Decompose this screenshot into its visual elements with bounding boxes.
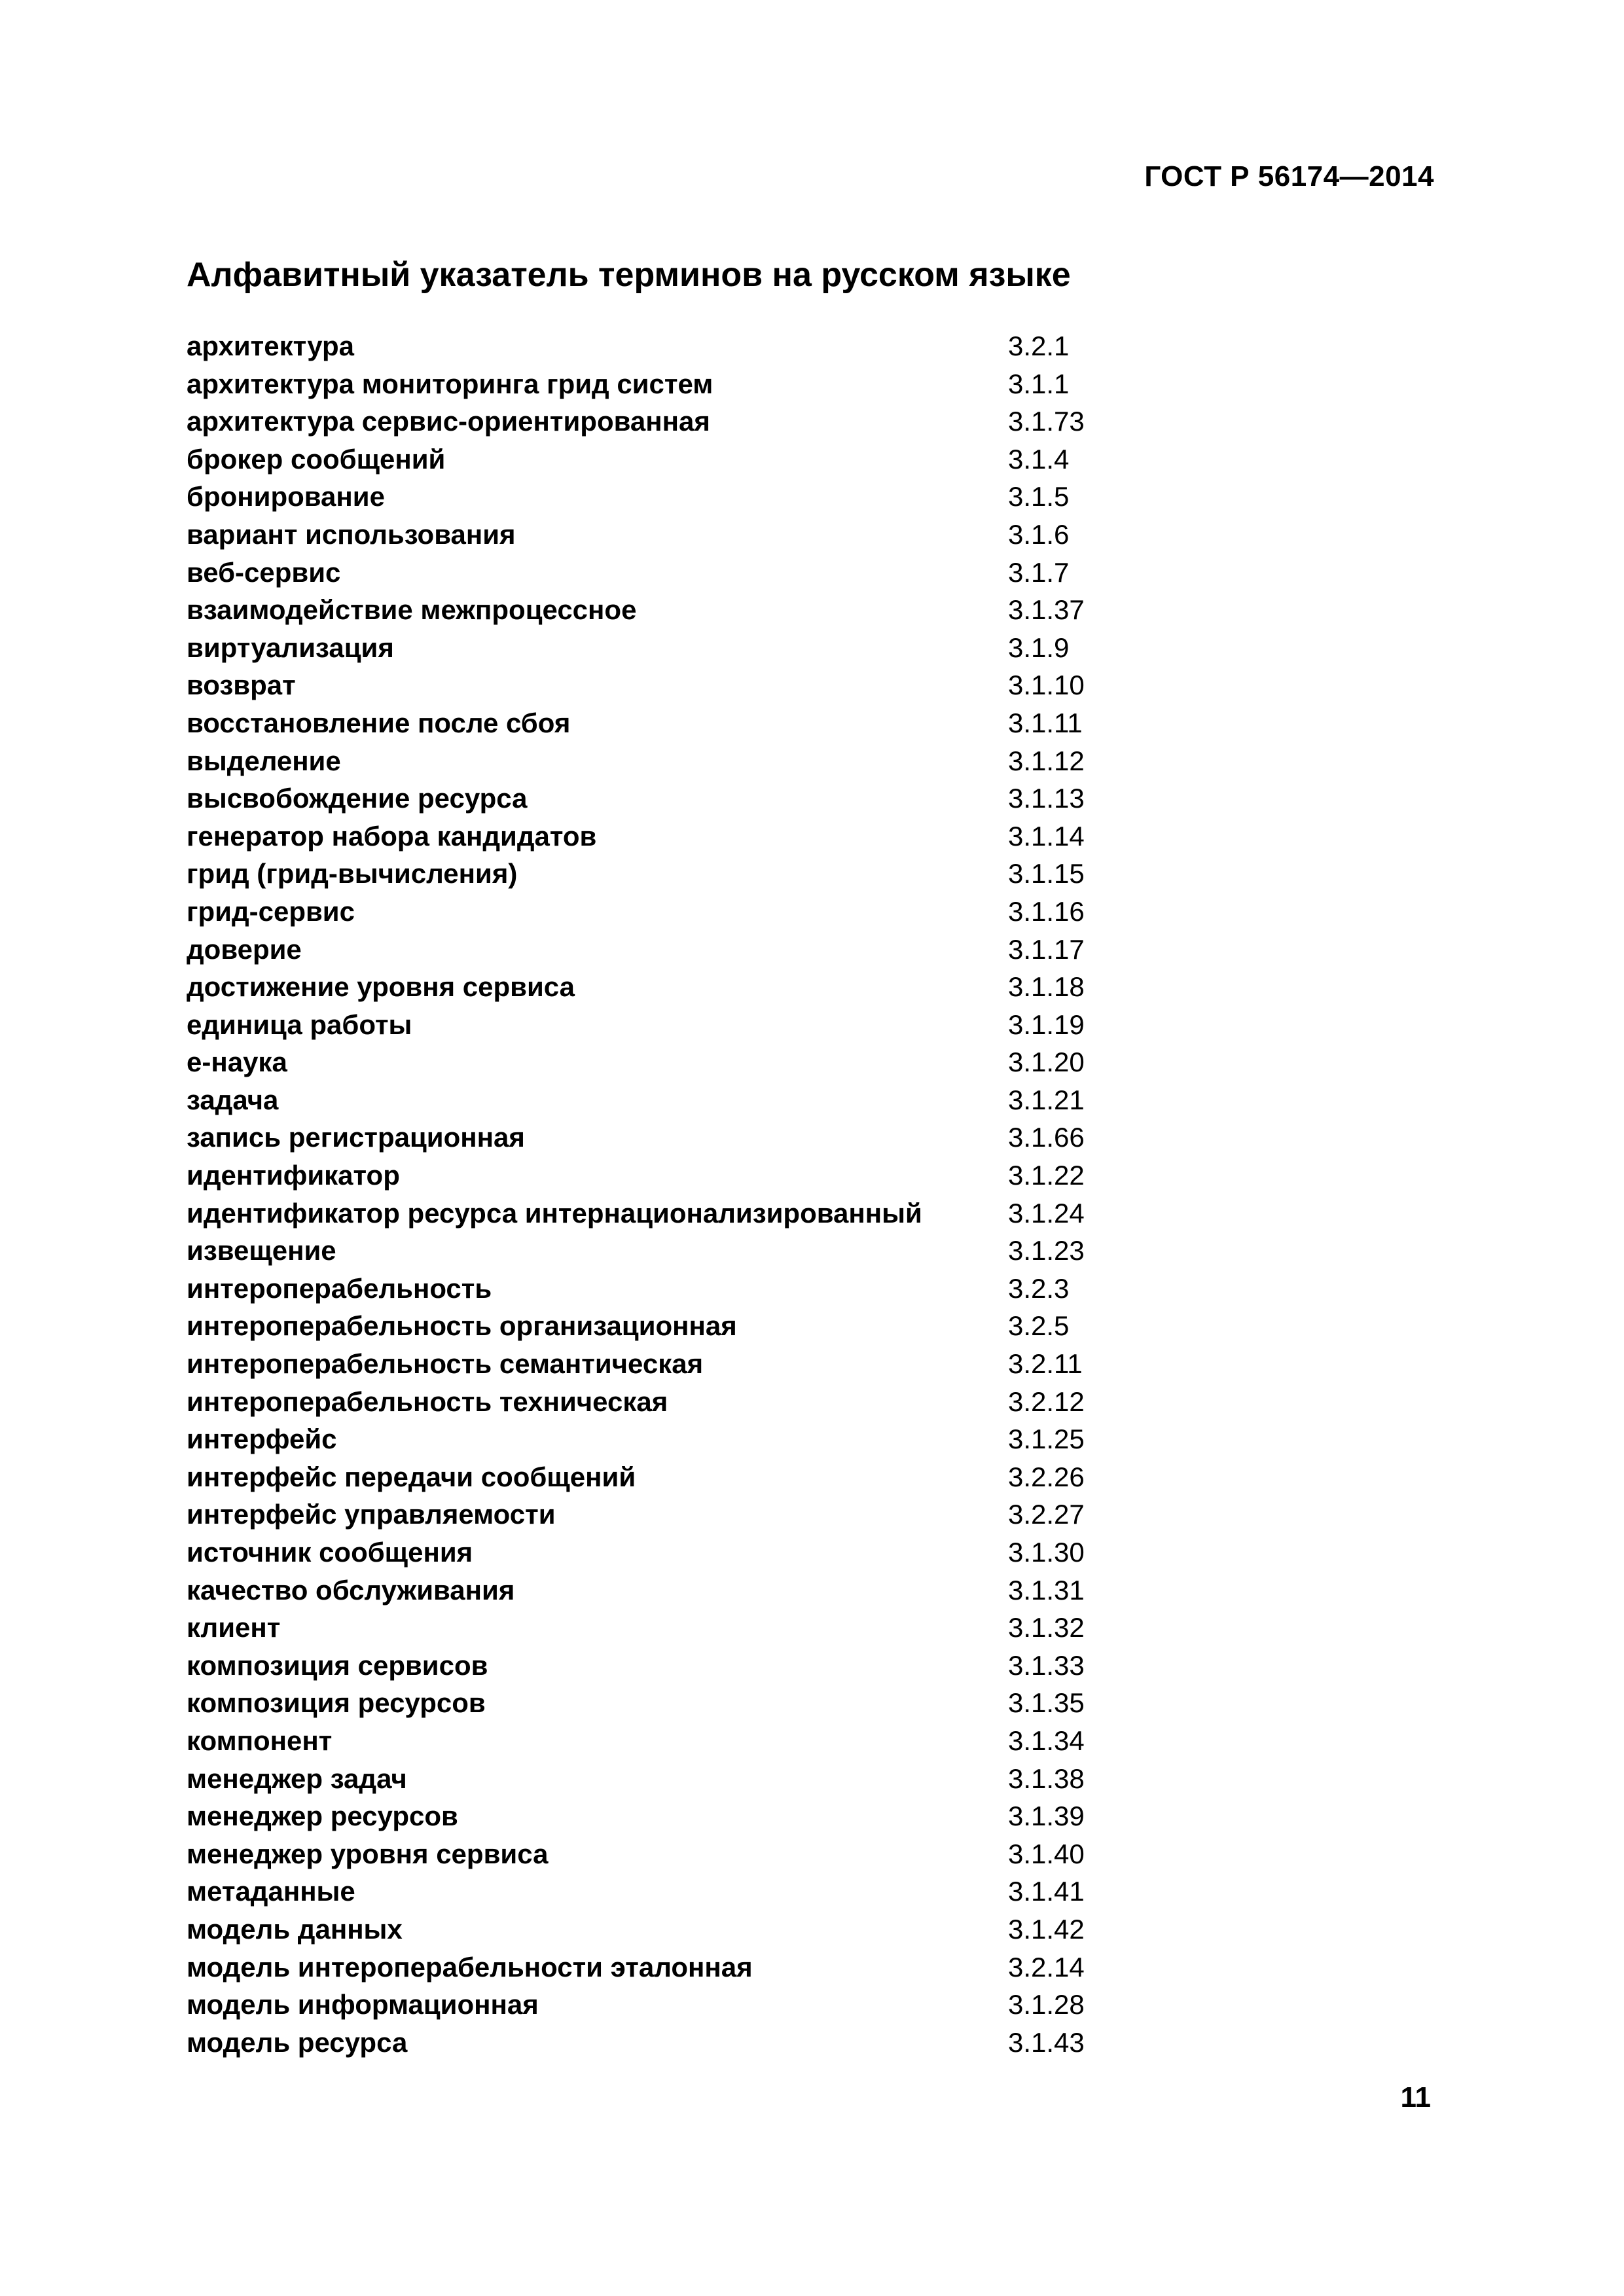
index-entry: [187, 1948, 1168, 1986]
index-entry: [187, 1119, 1168, 1157]
index-entry: [187, 742, 1168, 780]
index-term: композиция сервисов: [187, 1649, 488, 1681]
index-reference: 3.1.66: [1008, 1122, 1085, 1153]
index-entry: [187, 1609, 1168, 1647]
index-reference: 3.1.14: [1008, 820, 1085, 852]
index-entry: [187, 1684, 1168, 1722]
index-reference: 3.1.10: [1008, 670, 1085, 701]
index-term: интерфейс передачи сообщений: [187, 1461, 636, 1492]
index-reference: 3.1.7: [1008, 556, 1070, 588]
index-entry: [187, 1081, 1168, 1119]
index-reference: 3.1.73: [1008, 406, 1085, 437]
index-term: грид (грид-вычисления): [187, 858, 518, 889]
index-term: вариант использования: [187, 518, 516, 550]
index-term: интероперабельность организационная: [187, 1310, 737, 1342]
index-term: генератор набора кандидатов: [187, 820, 597, 852]
index-term: модель информационная: [187, 1989, 539, 2020]
index-entry: [187, 1496, 1168, 1534]
index-entry: [187, 893, 1168, 931]
index-reference: 3.1.1: [1008, 368, 1070, 399]
index-entry: [187, 1006, 1168, 1044]
index-term: веб-сервис: [187, 556, 341, 588]
index-reference: 3.1.19: [1008, 1009, 1085, 1040]
index-term: компонент: [187, 1725, 333, 1756]
index-entry: [187, 629, 1168, 667]
index-term: е-наука: [187, 1047, 287, 1078]
index-reference: 3.2.3: [1008, 1272, 1070, 1304]
index-term: интерфейс: [187, 1424, 337, 1455]
index-term: архитектура сервис-ориентированная: [187, 406, 710, 437]
index-term: восстановление после сбоя: [187, 707, 571, 738]
index-term: интероперабельность техническая: [187, 1386, 668, 1417]
index-term: выделение: [187, 745, 341, 776]
index-entry: [187, 1157, 1168, 1194]
index-reference: 3.1.23: [1008, 1235, 1085, 1266]
index-term: брокер сообщений: [187, 443, 446, 475]
index-term: единица работы: [187, 1009, 412, 1040]
index-entry: [187, 554, 1168, 592]
index-term: менеджер задач: [187, 1763, 407, 1794]
index-entry: [187, 817, 1168, 855]
index-entry: [187, 327, 1168, 365]
index-reference: 3.1.41: [1008, 1876, 1085, 1907]
index-entry: [187, 1458, 1168, 1496]
index-term: модель ресурса: [187, 2026, 408, 2058]
index-reference: 3.1.30: [1008, 1537, 1085, 1568]
index-reference: 3.1.17: [1008, 933, 1085, 965]
index-entry: [187, 1043, 1168, 1081]
index-term: менеджер уровня сервиса: [187, 1838, 549, 1869]
index-reference: 3.1.33: [1008, 1649, 1085, 1681]
index-reference: 3.1.35: [1008, 1687, 1085, 1719]
index-reference: 3.1.11: [1008, 707, 1083, 738]
index-entry: [187, 1194, 1168, 1232]
index-reference: 3.2.11: [1008, 1348, 1083, 1380]
index-reference: 3.2.26: [1008, 1461, 1085, 1492]
index-reference: 3.1.20: [1008, 1047, 1085, 1078]
index-reference: 3.2.14: [1008, 1951, 1085, 1982]
index-term: возврат: [187, 670, 296, 701]
index-entry: [187, 780, 1168, 817]
index-reference: 3.1.32: [1008, 1612, 1085, 1643]
index-entry: [187, 1383, 1168, 1421]
index-term: бронирование: [187, 481, 385, 512]
index-term: доверие: [187, 933, 302, 965]
index-term: менеджер ресурсов: [187, 1801, 458, 1832]
index-reference: 3.1.31: [1008, 1574, 1085, 1605]
index-term: запись регистрационная: [187, 1122, 525, 1153]
index-term: высвобождение ресурса: [187, 783, 528, 814]
index-reference: 3.1.21: [1008, 1084, 1085, 1115]
index-entry: [187, 1571, 1168, 1609]
standard-designation: ГОСТ Р 56174—2014: [1144, 160, 1434, 192]
index-entry: [187, 1910, 1168, 1948]
index-term: архитектура: [187, 331, 355, 361]
index-entry: [187, 478, 1168, 516]
index-term: модель интероперабельности эталонная: [187, 1951, 753, 1982]
index-entry: [187, 2024, 1168, 2062]
index-reference: 3.1.4: [1008, 443, 1070, 475]
index-entry: [187, 1986, 1168, 2024]
index-entry: [187, 1270, 1168, 1308]
index-entry: [187, 1873, 1168, 1910]
index-term: взаимодействие межпроцессное: [187, 594, 637, 626]
index-entry: [187, 365, 1168, 403]
index-term: композиция ресурсов: [187, 1687, 486, 1719]
index-term: качество обслуживания: [187, 1574, 515, 1605]
index-entry: [187, 1420, 1168, 1458]
index-entry: [187, 968, 1168, 1006]
index-entry: [187, 1835, 1168, 1873]
index-reference: 3.1.38: [1008, 1763, 1085, 1794]
index-entry: [187, 403, 1168, 440]
index-entry: [187, 1534, 1168, 1571]
index-title: Алфавитный указатель терминов на русском языке: [187, 256, 1071, 294]
index-reference: 3.1.34: [1008, 1725, 1085, 1756]
index-reference: 3.1.42: [1008, 1913, 1085, 1945]
index-reference: 3.1.5: [1008, 481, 1070, 512]
index-reference: 3.1.15: [1008, 858, 1085, 889]
index-term: интерфейс управляемости: [187, 1499, 556, 1530]
index-reference: 3.1.24: [1008, 1197, 1085, 1229]
index-reference: 3.1.12: [1008, 745, 1085, 776]
index-entry: [187, 1647, 1168, 1685]
index-reference: 3.1.40: [1008, 1838, 1085, 1869]
index-entry: [187, 1722, 1168, 1760]
index-reference: 3.2.1: [1008, 331, 1070, 361]
index-reference: 3.1.22: [1008, 1160, 1085, 1191]
index-entry: [187, 704, 1168, 742]
index-term: источник сообщения: [187, 1537, 473, 1568]
index-term: архитектура мониторинга грид систем: [187, 368, 713, 399]
index-entry: [187, 591, 1168, 629]
index-reference: 3.1.28: [1008, 1989, 1085, 2020]
index-term: интероперабельность: [187, 1272, 492, 1304]
index-entry: [187, 1345, 1168, 1383]
index-term: задача: [187, 1084, 279, 1115]
index-entry: [187, 440, 1168, 478]
index-term: идентификатор ресурса интернационализированный: [187, 1197, 922, 1229]
index-term: извещение: [187, 1235, 336, 1266]
index-reference: 3.1.18: [1008, 971, 1085, 1003]
index-entry: [187, 1760, 1168, 1798]
index-entry: [187, 516, 1168, 554]
index-entry: [187, 666, 1168, 704]
index-reference: 3.1.43: [1008, 2026, 1085, 2058]
index-entry: [187, 855, 1168, 893]
index-term: грид-сервис: [187, 895, 355, 927]
index-reference: 3.1.37: [1008, 594, 1085, 626]
index-term: идентификатор: [187, 1160, 400, 1191]
index-reference: 3.1.9: [1008, 632, 1070, 663]
index-term: достижение уровня сервиса: [187, 971, 575, 1003]
index-term: виртуализация: [187, 632, 394, 663]
index-reference: 3.1.6: [1008, 518, 1070, 550]
index-reference: 3.1.25: [1008, 1424, 1085, 1455]
index-reference: 3.1.13: [1008, 783, 1085, 814]
term-index-list: [187, 327, 1168, 2061]
index-entry: [187, 931, 1168, 969]
index-term: клиент: [187, 1612, 281, 1643]
index-term: метаданные: [187, 1876, 355, 1907]
index-term: модель данных: [187, 1913, 403, 1945]
index-entry: [187, 1797, 1168, 1835]
index-term: интероперабельность семантическая: [187, 1348, 704, 1380]
index-reference: 3.1.39: [1008, 1801, 1085, 1832]
index-entry: [187, 1307, 1168, 1345]
index-entry: [187, 1232, 1168, 1270]
index-reference: 3.2.12: [1008, 1386, 1085, 1417]
index-reference: 3.1.16: [1008, 895, 1085, 927]
index-reference: 3.2.5: [1008, 1310, 1070, 1342]
index-reference: 3.2.27: [1008, 1499, 1085, 1530]
page-number: 11: [1400, 2081, 1431, 2113]
